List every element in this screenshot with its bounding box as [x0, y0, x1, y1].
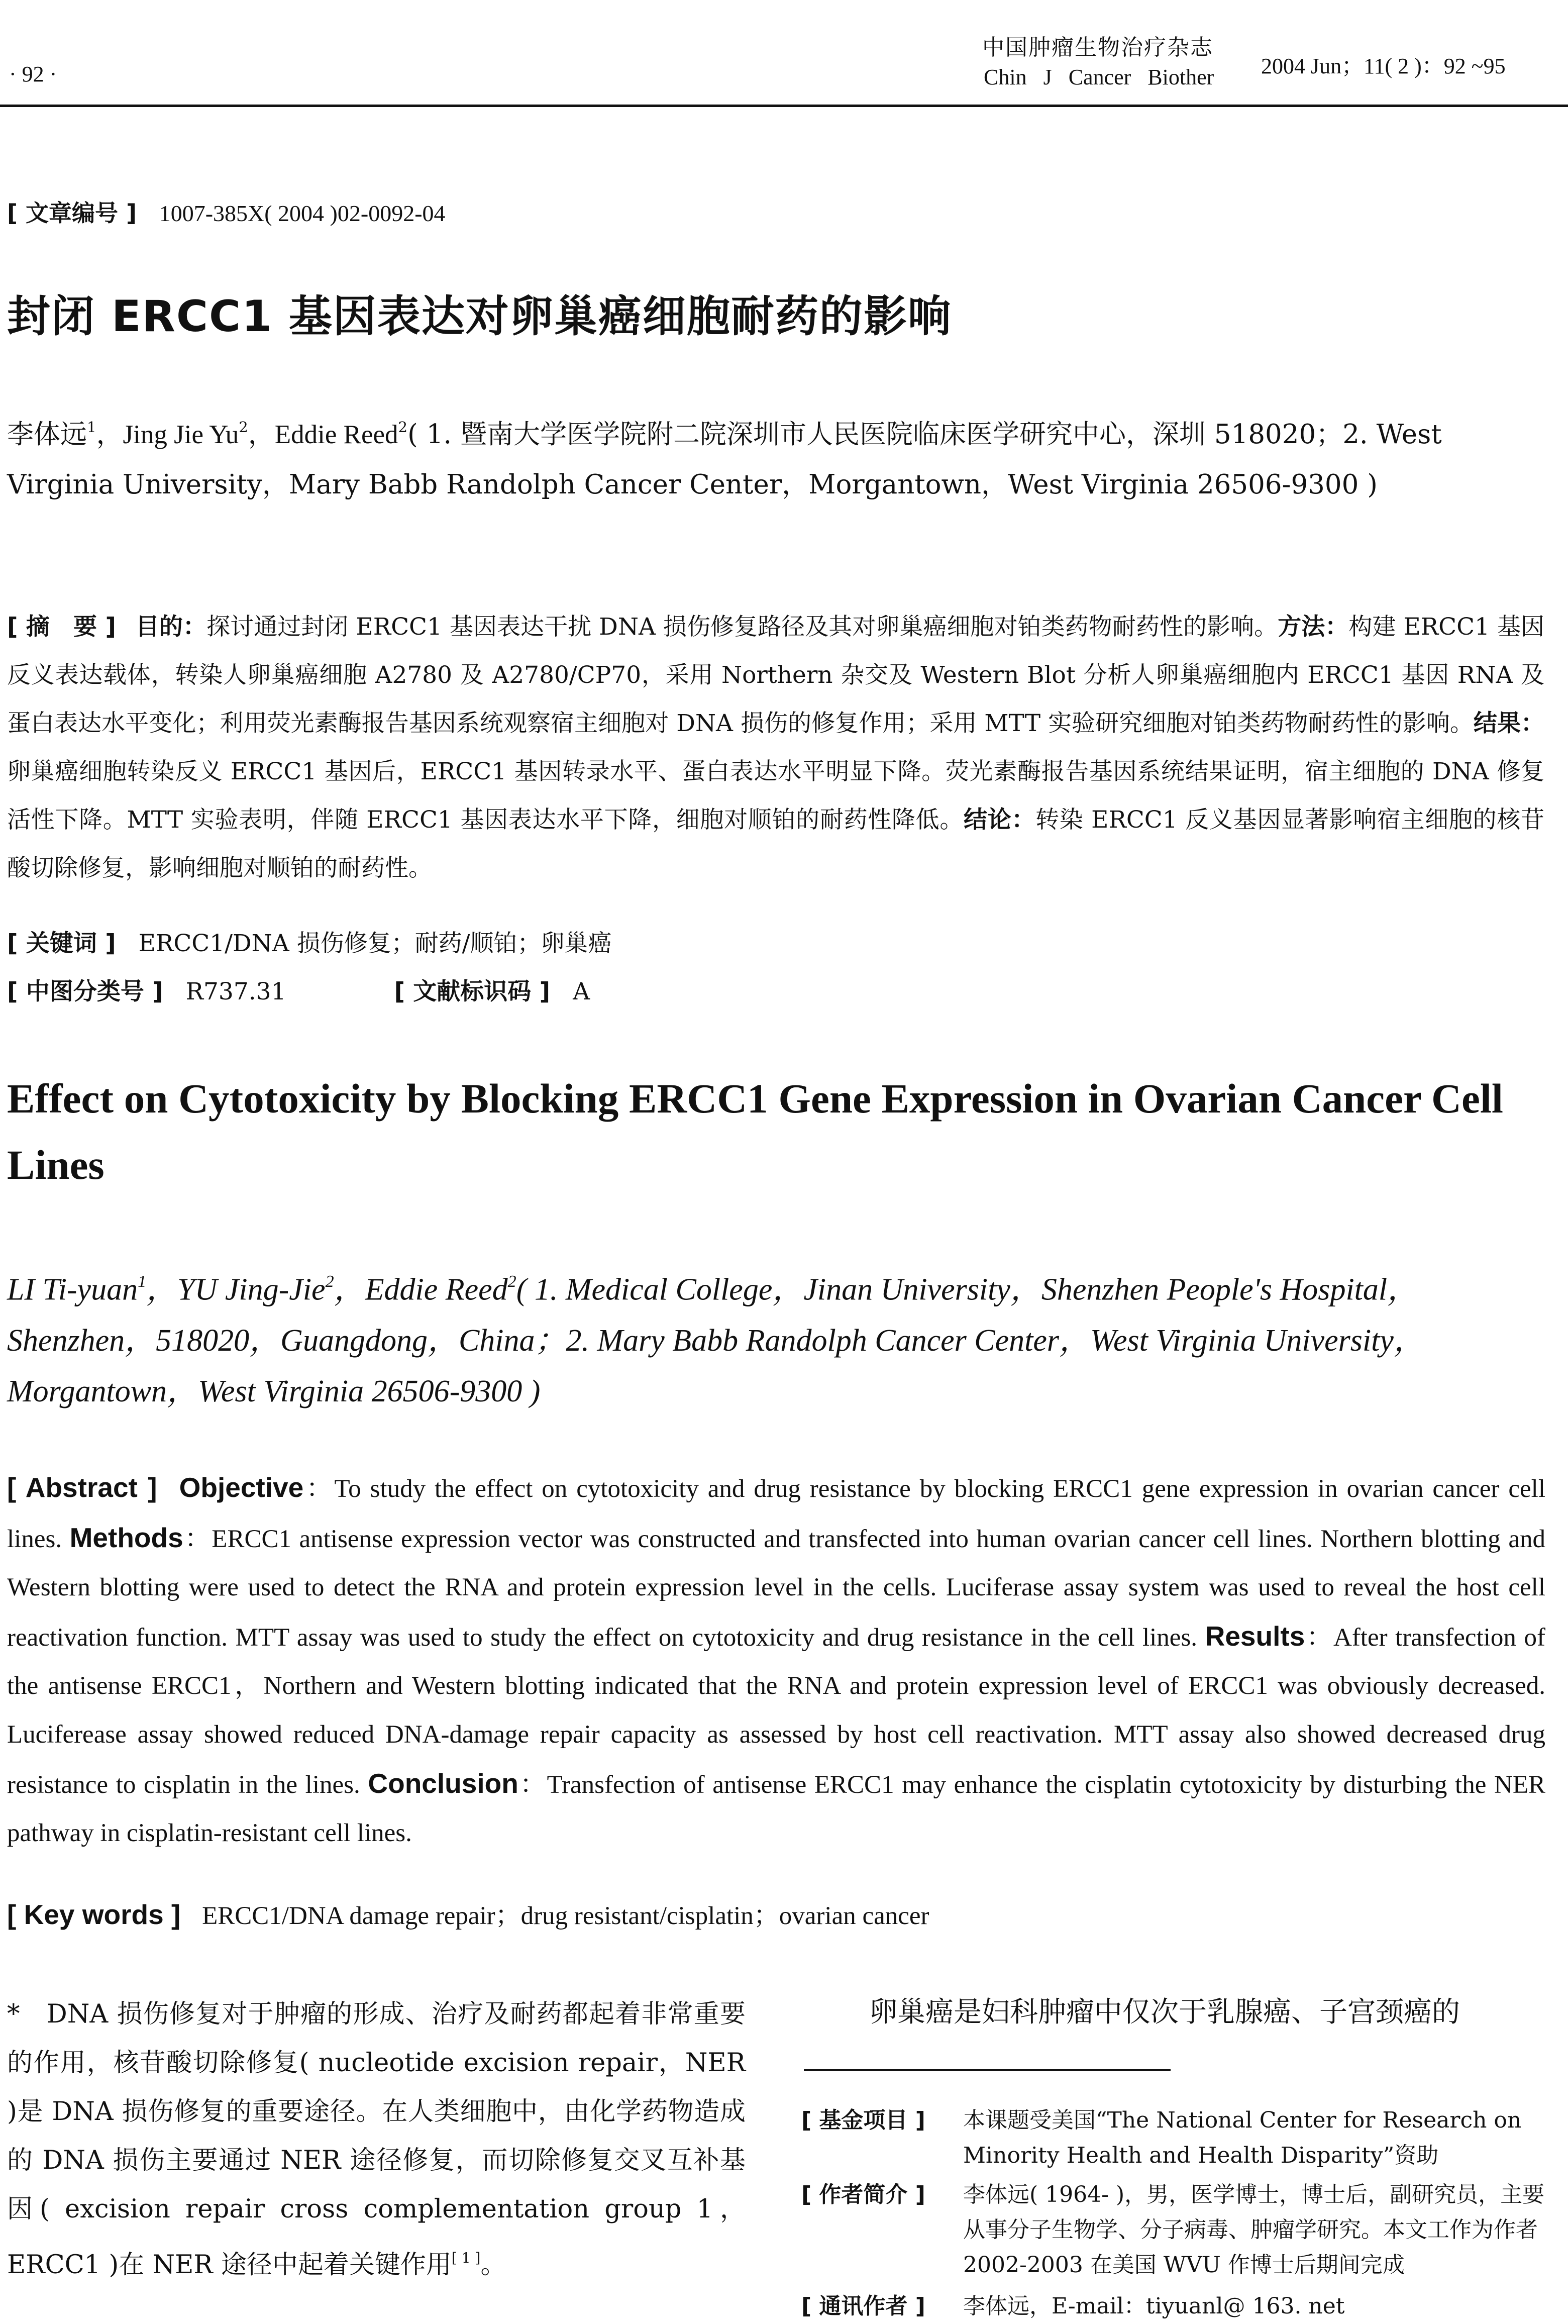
author-cn-1: 李体远	[7, 419, 87, 450]
objective-cn-label: 目的：	[135, 613, 207, 641]
journal-issue: 2004 Jun；11( 2 )：92 ~95	[1261, 54, 1506, 78]
author-cn-2: Jing Jie Yu	[123, 420, 239, 449]
reference-marker: [ 1 ]	[451, 2250, 481, 2266]
classification-line	[7, 973, 1514, 1006]
author-separator: ，	[334, 1272, 365, 1307]
objective-cn-text: 探讨通过封闭 ERCC1 基因表达干扰 DNA 损伤修复路径及其对卵巢癌细胞对铂类药物耐药性的影响。	[206, 613, 1278, 641]
author-en-3: Eddie Reed	[365, 1272, 508, 1307]
abstract-cn	[7, 603, 1544, 892]
fund-text: 本课题受美国“The National Center for Research on Minority Health and Health Disparity”资助	[963, 2107, 1522, 2168]
title-cn: 封闭 ERCC1 基因表达对卵巢癌细胞耐药的影响	[7, 291, 952, 342]
doc-code-value: A	[573, 978, 590, 1005]
authors-en	[7, 1256, 1554, 1417]
objective-en-label: Objective	[179, 1472, 304, 1503]
keywords-en	[7, 1894, 929, 1932]
abstract-en	[7, 1463, 1545, 1858]
conclusion-en-label: Conclusion	[368, 1767, 518, 1799]
methods-cn-text: 构建 ERCC1 基因反义表达载体，转染人卵巢癌细胞 A2780 及 A2780/CP70，采用 Northern 杂交及 Western Blot 分析人卵巢癌细胞内 ERCC1 基因 RNA 及蛋白表达水平变化；利用荧光素酶报告基因系统观察宿主细胞对 DNA 损伤的修复作用；采用 MTT 实验研究细胞对铂类药物耐药性的影响。	[7, 613, 1545, 737]
author-en-1: LI Ti-yuan	[7, 1272, 138, 1307]
header-rule	[0, 105, 1568, 107]
keywords-cn-value: ERCC1/DNA 损伤修复；耐药/顺铂；卵巢癌	[138, 930, 612, 957]
affiliation-cn: ( 1. 暨南大学医学院附二院深圳市人民医院临床医学研究中心，深圳 518020；2. West Virginia University，Mary Babb Randolph Cancer Center，Morgantown，West Virginia 26506-9300 )	[7, 419, 1442, 500]
methods-en-label: Methods	[69, 1522, 183, 1553]
journal-name-en: Chin J Cancer Biother	[984, 65, 1214, 89]
author-bio-label: [ 作者简介 ]	[801, 2182, 925, 2207]
methods-cn-label: 方法：	[1278, 613, 1349, 641]
doc-code-label: [ 文献标识码 ]	[394, 978, 551, 1005]
author-en-2: YU Jing-Jie	[177, 1272, 326, 1307]
author-en-1-sup: 1	[138, 1272, 147, 1291]
results-cn-label: 结果：	[1473, 710, 1544, 737]
keywords-en-value: ERCC1/DNA damage repair；drug resistant/cisplatin；ovarian cancer	[202, 1902, 929, 1930]
corresponding-text: 李体远，E-mail：tiyuanl@ 163. net	[963, 2293, 1345, 2319]
affiliation-en: ( 1. Medical College，Jinan University，Shenzhen People's Hospital，Shenzhen，518020，Guangdong，China；2. Mary Babb Randolph Cancer Center，West Virginia University，Morgantown，West Virginia 26506-9300 )	[7, 1272, 1425, 1408]
article-number-value: 1007-385X( 2004 )02-0092-04	[159, 200, 446, 226]
abstract-cn-label: [ 摘 要 ]	[7, 613, 116, 641]
clc-value: R737.31	[185, 978, 286, 1005]
keywords-cn-label: [ 关键词 ]	[7, 930, 116, 957]
conclusion-cn-label: 结论：	[964, 806, 1036, 834]
author-cn-3-sup: 2	[398, 419, 408, 436]
body-left-end: 。	[480, 2250, 506, 2280]
fund-label: [ 基金项目 ]	[801, 2107, 925, 2133]
page-number: · 92 ·	[9, 62, 57, 86]
body-paragraph-right: 卵巢癌是妇科肿瘤中仅次于乳腺癌、子宫颈癌的	[869, 1996, 1460, 2029]
abstract-en-label: [ Abstract ]	[7, 1472, 157, 1503]
author-en-2-sup: 2	[325, 1272, 334, 1291]
author-cn-3: Eddie Reed	[274, 420, 398, 449]
objective-en-text: ：To study the effect on cytotoxicity and drug resistance by blocking ERCC1 gene expression in ovarian cancer cell lines.	[7, 1475, 1545, 1553]
author-separator: ，	[248, 419, 275, 450]
journal-name-cn: 中国肿瘤生物治疗杂志	[982, 35, 1213, 60]
methods-en-text: ：ERCC1 antisense expression vector was constructed and transfected into human ovarian cancer cell lines. Northern blotting and Western blotting were used to detect the RNA and protein expression level in the cells. Luciferase assay system was used to reveal the host cell reactivation function. MTT assay was used to study the effect on cytotoxicity and drug resistance in the cell lines.	[7, 1525, 1545, 1652]
clc-label: [ 中图分类号 ]	[7, 978, 163, 1005]
keywords-cn	[7, 925, 612, 958]
conclusion-cn-text: 转染 ERCC1 反义基因显著影响宿主细胞的核苷酸切除修复，影响细胞对顺铂的耐药性。	[7, 806, 1544, 882]
article-number	[7, 195, 446, 228]
author-bio-text: 李体远( 1964- )，男，医学博士，博士后，副研究员，主要从事分子生物学、分子病毒、肿瘤学研究。本文工作为作者 2002-2003 在美国 WVU 作博士后期间完成	[963, 2182, 1545, 2278]
corresponding-label: [ 通讯作者 ]	[801, 2293, 925, 2319]
body-left-text: * DNA 损伤修复对于肿瘤的形成、治疗及耐药都起着非常重要的作用，核苷酸切除修复( nucleotide excision repair，NER )是 DNA 损伤修复的重要途径。在人类细胞中，由化学药物造成的 DNA 损伤主要通过 NER 途径修复，而切除修复交叉互补基因( excision repair cross complementation group 1，ERCC1 )在 NER 途径中起着关键作用	[7, 1999, 746, 2280]
author-separator: ，	[96, 419, 123, 450]
results-cn-text: 卵巢癌细胞转染反义 ERCC1 基因后，ERCC1 基因转录水平、蛋白表达水平明显下降。荧光素酶报告基因系统结果证明，宿主细胞的 DNA 修复活性下降。MTT 实验表明，伴随 ERCC1 基因表达水平下降，细胞对顺铂的耐药性降低。	[7, 758, 1544, 834]
footnote-rule	[804, 2069, 1171, 2071]
author-cn-2-sup: 2	[239, 419, 248, 436]
footnote-fund	[801, 2103, 1555, 2183]
footnote-author	[801, 2177, 1555, 2288]
article-number-label: [ 文章编号 ]	[7, 199, 137, 227]
conclusion-en-text: ：Transfection of antisense ERCC1 may enhance the cisplatin cytotoxicity by disturbing the NER pathway in cisplatin-resistant cell lines.	[7, 1770, 1545, 1848]
author-en-3-sup: 2	[507, 1272, 516, 1291]
body-paragraph-left	[7, 1990, 746, 2289]
footnote-corresponding	[801, 2289, 1555, 2324]
authors-cn	[7, 402, 1539, 510]
keywords-en-label: [ Key words ]	[7, 1899, 181, 1930]
results-en-label: Results	[1205, 1620, 1305, 1652]
author-separator: ，	[146, 1272, 178, 1307]
title-en: Effect on Cytotoxicity by Blocking ERCC1 Gene Expression in Ovarian Cancer Cell Lines	[7, 1075, 1503, 1188]
results-en-text: ：After transfection of the antisense ERCC1，Northern and Western blotting indicated that the RNA and protein expression level of ERCC1 was obviously decreased. Luciferease assay showed reduced DNA-damage repair capacity as assessed by host cell reactivation. MTT assay also showed decreased drug resistance to cisplatin in the lines.	[7, 1623, 1545, 1799]
author-cn-1-sup: 1	[87, 419, 96, 436]
